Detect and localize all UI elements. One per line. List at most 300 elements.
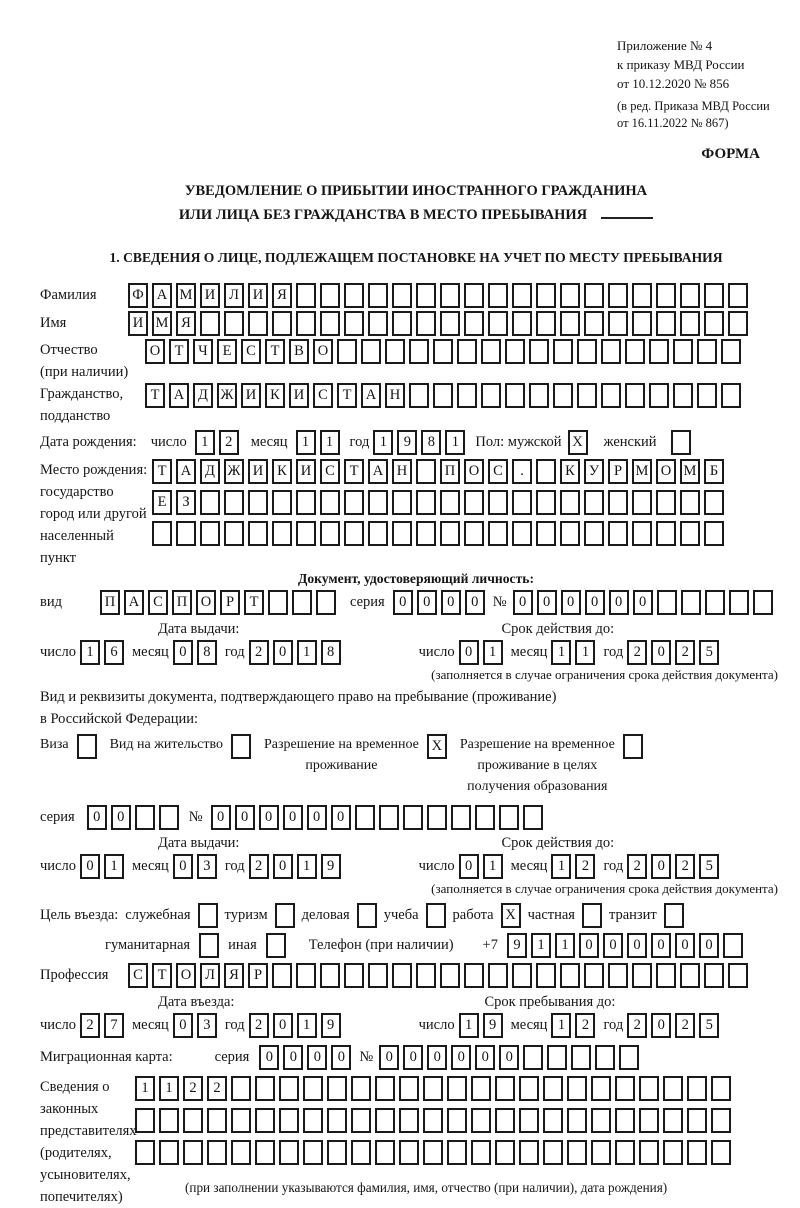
char-box[interactable]: 0 (699, 933, 719, 958)
char-box[interactable]: 6 (104, 640, 124, 665)
char-box[interactable] (416, 521, 436, 546)
char-box[interactable] (440, 490, 460, 515)
char-box[interactable] (711, 1108, 731, 1133)
char-box[interactable] (656, 521, 676, 546)
char-box[interactable]: 0 (603, 933, 623, 958)
char-box[interactable] (543, 1076, 563, 1101)
char-box[interactable]: 3 (197, 1013, 217, 1038)
char-box[interactable] (320, 963, 340, 988)
char-box[interactable] (327, 1140, 347, 1165)
char-box[interactable]: 2 (575, 854, 595, 879)
char-box[interactable] (255, 1076, 275, 1101)
char-box[interactable] (375, 1076, 395, 1101)
char-box[interactable] (433, 339, 453, 364)
char-box[interactable]: Д (200, 459, 220, 484)
char-box[interactable] (671, 430, 691, 455)
char-box[interactable] (608, 963, 628, 988)
char-box[interactable]: 0 (273, 640, 293, 665)
char-box[interactable] (615, 1140, 635, 1165)
char-box[interactable] (272, 311, 292, 336)
char-box[interactable]: Л (200, 963, 220, 988)
char-box[interactable] (711, 1076, 731, 1101)
char-box[interactable]: 0 (675, 933, 695, 958)
char-box[interactable] (272, 963, 292, 988)
char-box[interactable] (344, 490, 364, 515)
char-box[interactable] (723, 933, 743, 958)
char-box[interactable] (680, 490, 700, 515)
char-box[interactable] (512, 490, 532, 515)
char-box[interactable]: Т (265, 339, 285, 364)
char-box[interactable]: 0 (259, 1045, 279, 1070)
char-box[interactable] (553, 339, 573, 364)
char-box[interactable] (704, 490, 724, 515)
char-box[interactable] (601, 383, 621, 408)
char-box[interactable] (488, 283, 508, 308)
char-box[interactable] (392, 521, 412, 546)
char-box[interactable] (753, 590, 773, 615)
char-box[interactable] (663, 1140, 683, 1165)
char-box[interactable] (512, 311, 532, 336)
char-box[interactable] (697, 339, 717, 364)
char-box[interactable]: М (680, 459, 700, 484)
char-box[interactable]: 8 (421, 430, 441, 455)
char-box[interactable]: И (241, 383, 261, 408)
char-box[interactable] (351, 1076, 371, 1101)
char-box[interactable]: 2 (575, 1013, 595, 1038)
char-box[interactable] (200, 311, 220, 336)
char-box[interactable]: Т (344, 459, 364, 484)
char-box[interactable] (296, 283, 316, 308)
char-box[interactable] (681, 590, 701, 615)
char-box[interactable]: 0 (561, 590, 581, 615)
char-box[interactable]: 2 (627, 1013, 647, 1038)
char-box[interactable] (351, 1108, 371, 1133)
char-box[interactable]: А (368, 459, 388, 484)
char-box[interactable]: 1 (195, 430, 215, 455)
char-box[interactable] (464, 283, 484, 308)
char-box[interactable]: Я (176, 311, 196, 336)
char-box[interactable] (457, 383, 477, 408)
char-box[interactable]: 1 (459, 1013, 479, 1038)
char-box[interactable] (199, 933, 219, 958)
char-box[interactable]: 1 (551, 1013, 571, 1038)
char-box[interactable] (440, 283, 460, 308)
char-box[interactable]: 7 (104, 1013, 124, 1038)
char-box[interactable]: 0 (651, 1013, 671, 1038)
char-box[interactable]: 0 (427, 1045, 447, 1070)
char-box[interactable] (488, 490, 508, 515)
char-box[interactable] (135, 1140, 155, 1165)
char-box[interactable] (471, 1076, 491, 1101)
char-box[interactable]: 1 (531, 933, 551, 958)
char-box[interactable] (355, 805, 375, 830)
char-box[interactable] (392, 283, 412, 308)
char-box[interactable] (135, 805, 155, 830)
char-box[interactable] (200, 521, 220, 546)
char-box[interactable]: Т (244, 590, 264, 615)
char-box[interactable] (567, 1140, 587, 1165)
char-box[interactable] (368, 311, 388, 336)
char-box[interactable] (577, 339, 597, 364)
char-box[interactable] (632, 283, 652, 308)
char-box[interactable] (224, 311, 244, 336)
char-box[interactable] (584, 490, 604, 515)
char-box[interactable] (680, 963, 700, 988)
char-box[interactable] (657, 590, 677, 615)
char-box[interactable]: 1 (297, 1013, 317, 1038)
char-box[interactable]: Е (152, 490, 172, 515)
char-box[interactable] (296, 521, 316, 546)
char-box[interactable]: О (145, 339, 165, 364)
char-box[interactable] (344, 521, 364, 546)
char-box[interactable] (536, 521, 556, 546)
char-box[interactable]: 0 (393, 590, 413, 615)
char-box[interactable] (721, 339, 741, 364)
char-box[interactable]: С (148, 590, 168, 615)
char-box[interactable] (481, 339, 501, 364)
char-box[interactable] (625, 339, 645, 364)
char-box[interactable]: 1 (297, 640, 317, 665)
char-box[interactable]: С (320, 459, 340, 484)
char-box[interactable]: 9 (321, 854, 341, 879)
char-box[interactable] (361, 339, 381, 364)
char-box[interactable] (464, 311, 484, 336)
char-box[interactable]: 0 (609, 590, 629, 615)
char-box[interactable]: 1 (373, 430, 393, 455)
char-box[interactable]: У (584, 459, 604, 484)
char-box[interactable] (488, 521, 508, 546)
char-box[interactable]: 0 (441, 590, 461, 615)
char-box[interactable] (351, 1140, 371, 1165)
char-box[interactable]: 1 (445, 430, 465, 455)
char-box[interactable] (231, 1140, 251, 1165)
char-box[interactable] (316, 590, 336, 615)
char-box[interactable] (447, 1076, 467, 1101)
char-box[interactable]: П (100, 590, 120, 615)
char-box[interactable] (571, 1045, 591, 1070)
char-box[interactable] (687, 1108, 707, 1133)
char-box[interactable] (591, 1140, 611, 1165)
char-box[interactable]: Р (248, 963, 268, 988)
char-box[interactable] (320, 311, 340, 336)
char-box[interactable] (272, 521, 292, 546)
char-box[interactable] (224, 521, 244, 546)
char-box[interactable] (495, 1108, 515, 1133)
char-box[interactable] (183, 1108, 203, 1133)
char-box[interactable]: 2 (219, 430, 239, 455)
char-box[interactable]: 1 (551, 640, 571, 665)
char-box[interactable] (584, 963, 604, 988)
char-box[interactable] (582, 903, 602, 928)
char-box[interactable] (447, 1140, 467, 1165)
char-box[interactable]: 1 (296, 430, 316, 455)
char-box[interactable] (379, 805, 399, 830)
char-box[interactable] (488, 963, 508, 988)
char-box[interactable] (704, 521, 724, 546)
char-box[interactable] (623, 734, 643, 759)
char-box[interactable]: 0 (651, 854, 671, 879)
char-box[interactable]: 0 (331, 805, 351, 830)
char-box[interactable]: Ф (128, 283, 148, 308)
char-box[interactable]: Б (704, 459, 724, 484)
char-box[interactable]: 0 (173, 854, 193, 879)
char-box[interactable]: 2 (627, 854, 647, 879)
char-box[interactable]: 0 (173, 640, 193, 665)
char-box[interactable] (536, 963, 556, 988)
char-box[interactable] (464, 521, 484, 546)
char-box[interactable]: 0 (459, 854, 479, 879)
char-box[interactable]: М (176, 283, 196, 308)
char-box[interactable] (632, 490, 652, 515)
char-box[interactable]: Д (193, 383, 213, 408)
char-box[interactable]: О (176, 963, 196, 988)
char-box[interactable] (512, 283, 532, 308)
char-box[interactable] (471, 1140, 491, 1165)
char-box[interactable]: 2 (675, 854, 695, 879)
char-box[interactable] (560, 311, 580, 336)
char-box[interactable]: X (501, 903, 521, 928)
char-box[interactable] (705, 590, 725, 615)
char-box[interactable] (488, 311, 508, 336)
char-box[interactable] (536, 311, 556, 336)
char-box[interactable] (327, 1076, 347, 1101)
char-box[interactable] (385, 339, 405, 364)
char-box[interactable] (320, 521, 340, 546)
char-box[interactable] (680, 311, 700, 336)
char-box[interactable] (320, 490, 340, 515)
char-box[interactable] (375, 1108, 395, 1133)
char-box[interactable] (649, 383, 669, 408)
char-box[interactable] (231, 1108, 251, 1133)
char-box[interactable] (427, 805, 447, 830)
char-box[interactable]: О (196, 590, 216, 615)
char-box[interactable]: 0 (87, 805, 107, 830)
char-box[interactable]: Т (337, 383, 357, 408)
char-box[interactable] (399, 1140, 419, 1165)
char-box[interactable] (409, 339, 429, 364)
char-box[interactable] (303, 1140, 323, 1165)
char-box[interactable]: А (124, 590, 144, 615)
char-box[interactable] (426, 903, 446, 928)
char-box[interactable] (639, 1108, 659, 1133)
char-box[interactable] (519, 1108, 539, 1133)
char-box[interactable] (279, 1108, 299, 1133)
char-box[interactable] (255, 1140, 275, 1165)
char-box[interactable]: П (440, 459, 460, 484)
char-box[interactable] (475, 805, 495, 830)
char-box[interactable] (399, 1076, 419, 1101)
char-box[interactable]: А (169, 383, 189, 408)
char-box[interactable]: 0 (273, 854, 293, 879)
char-box[interactable] (457, 339, 477, 364)
char-box[interactable] (608, 311, 628, 336)
char-box[interactable]: 5 (699, 854, 719, 879)
char-box[interactable] (207, 1140, 227, 1165)
char-box[interactable] (567, 1108, 587, 1133)
char-box[interactable] (591, 1076, 611, 1101)
char-box[interactable]: Р (220, 590, 240, 615)
char-box[interactable]: 0 (513, 590, 533, 615)
char-box[interactable]: 2 (207, 1076, 227, 1101)
char-box[interactable] (584, 521, 604, 546)
char-box[interactable] (560, 490, 580, 515)
char-box[interactable] (536, 490, 556, 515)
char-box[interactable]: Я (272, 283, 292, 308)
char-box[interactable] (159, 1140, 179, 1165)
char-box[interactable] (368, 963, 388, 988)
char-box[interactable] (416, 459, 436, 484)
char-box[interactable] (632, 311, 652, 336)
char-box[interactable]: Ж (217, 383, 237, 408)
char-box[interactable]: 0 (379, 1045, 399, 1070)
char-box[interactable]: 0 (579, 933, 599, 958)
char-box[interactable] (135, 1108, 155, 1133)
char-box[interactable] (266, 933, 286, 958)
char-box[interactable] (77, 734, 97, 759)
char-box[interactable] (255, 1108, 275, 1133)
char-box[interactable] (704, 283, 724, 308)
char-box[interactable]: 1 (135, 1076, 155, 1101)
char-box[interactable] (543, 1108, 563, 1133)
char-box[interactable]: 1 (483, 640, 503, 665)
char-box[interactable] (392, 490, 412, 515)
char-box[interactable] (499, 805, 519, 830)
char-box[interactable] (471, 1108, 491, 1133)
char-box[interactable] (529, 383, 549, 408)
char-box[interactable]: 5 (699, 640, 719, 665)
char-box[interactable] (560, 521, 580, 546)
char-box[interactable] (368, 283, 388, 308)
char-box[interactable]: И (128, 311, 148, 336)
char-box[interactable] (673, 383, 693, 408)
char-box[interactable]: И (200, 283, 220, 308)
char-box[interactable]: 1 (159, 1076, 179, 1101)
char-box[interactable] (519, 1140, 539, 1165)
char-box[interactable]: X (568, 430, 588, 455)
char-box[interactable] (632, 963, 652, 988)
char-box[interactable]: И (289, 383, 309, 408)
char-box[interactable]: 1 (80, 640, 100, 665)
char-box[interactable] (697, 383, 717, 408)
char-box[interactable]: 0 (459, 640, 479, 665)
char-box[interactable]: 8 (197, 640, 217, 665)
char-box[interactable]: О (313, 339, 333, 364)
char-box[interactable] (392, 963, 412, 988)
char-box[interactable]: 2 (183, 1076, 203, 1101)
char-box[interactable] (601, 339, 621, 364)
char-box[interactable]: 8 (321, 640, 341, 665)
char-box[interactable] (680, 283, 700, 308)
char-box[interactable] (303, 1076, 323, 1101)
char-box[interactable] (632, 521, 652, 546)
char-box[interactable]: 1 (483, 854, 503, 879)
char-box[interactable] (639, 1140, 659, 1165)
char-box[interactable]: Н (392, 459, 412, 484)
char-box[interactable]: И (248, 283, 268, 308)
char-box[interactable] (721, 383, 741, 408)
char-box[interactable] (560, 963, 580, 988)
char-box[interactable]: Л (224, 283, 244, 308)
char-box[interactable] (207, 1108, 227, 1133)
char-box[interactable] (368, 521, 388, 546)
char-box[interactable]: С (313, 383, 333, 408)
char-box[interactable]: 2 (80, 1013, 100, 1038)
char-box[interactable] (416, 311, 436, 336)
char-box[interactable] (423, 1140, 443, 1165)
char-box[interactable]: Т (152, 963, 172, 988)
char-box[interactable] (656, 963, 676, 988)
char-box[interactable] (729, 590, 749, 615)
char-box[interactable] (423, 1076, 443, 1101)
char-box[interactable] (183, 1140, 203, 1165)
char-box[interactable] (567, 1076, 587, 1101)
char-box[interactable]: 0 (235, 805, 255, 830)
char-box[interactable] (523, 1045, 543, 1070)
char-box[interactable] (433, 383, 453, 408)
char-box[interactable]: 0 (111, 805, 131, 830)
char-box[interactable] (296, 311, 316, 336)
char-box[interactable]: М (632, 459, 652, 484)
char-box[interactable] (451, 805, 471, 830)
char-box[interactable] (337, 339, 357, 364)
char-box[interactable]: 0 (80, 854, 100, 879)
char-box[interactable] (416, 963, 436, 988)
char-box[interactable] (357, 903, 377, 928)
char-box[interactable] (523, 805, 543, 830)
char-box[interactable] (680, 521, 700, 546)
char-box[interactable] (687, 1076, 707, 1101)
char-box[interactable] (344, 283, 364, 308)
char-box[interactable]: 0 (627, 933, 647, 958)
char-box[interactable] (292, 590, 312, 615)
char-box[interactable]: 0 (403, 1045, 423, 1070)
char-box[interactable]: А (176, 459, 196, 484)
char-box[interactable] (159, 1108, 179, 1133)
char-box[interactable]: 1 (555, 933, 575, 958)
char-box[interactable] (248, 490, 268, 515)
char-box[interactable]: 0 (283, 805, 303, 830)
char-box[interactable]: 2 (249, 854, 269, 879)
char-box[interactable] (536, 459, 556, 484)
char-box[interactable]: 2 (627, 640, 647, 665)
char-box[interactable] (505, 383, 525, 408)
char-box[interactable]: Т (152, 459, 172, 484)
char-box[interactable]: А (152, 283, 172, 308)
char-box[interactable] (152, 521, 172, 546)
char-box[interactable] (728, 311, 748, 336)
char-box[interactable]: 0 (633, 590, 653, 615)
char-box[interactable] (159, 805, 179, 830)
char-box[interactable] (296, 490, 316, 515)
char-box[interactable] (615, 1076, 635, 1101)
char-box[interactable]: 1 (551, 854, 571, 879)
char-box[interactable]: 0 (307, 805, 327, 830)
char-box[interactable]: Е (217, 339, 237, 364)
char-box[interactable] (344, 311, 364, 336)
char-box[interactable] (279, 1140, 299, 1165)
char-box[interactable]: 1 (297, 854, 317, 879)
char-box[interactable] (231, 1076, 251, 1101)
char-box[interactable]: 2 (675, 640, 695, 665)
char-box[interactable] (663, 1108, 683, 1133)
char-box[interactable]: А (361, 383, 381, 408)
char-box[interactable]: 2 (249, 640, 269, 665)
char-box[interactable]: К (560, 459, 580, 484)
char-box[interactable] (704, 963, 724, 988)
char-box[interactable] (595, 1045, 615, 1070)
char-box[interactable] (176, 521, 196, 546)
char-box[interactable] (344, 963, 364, 988)
